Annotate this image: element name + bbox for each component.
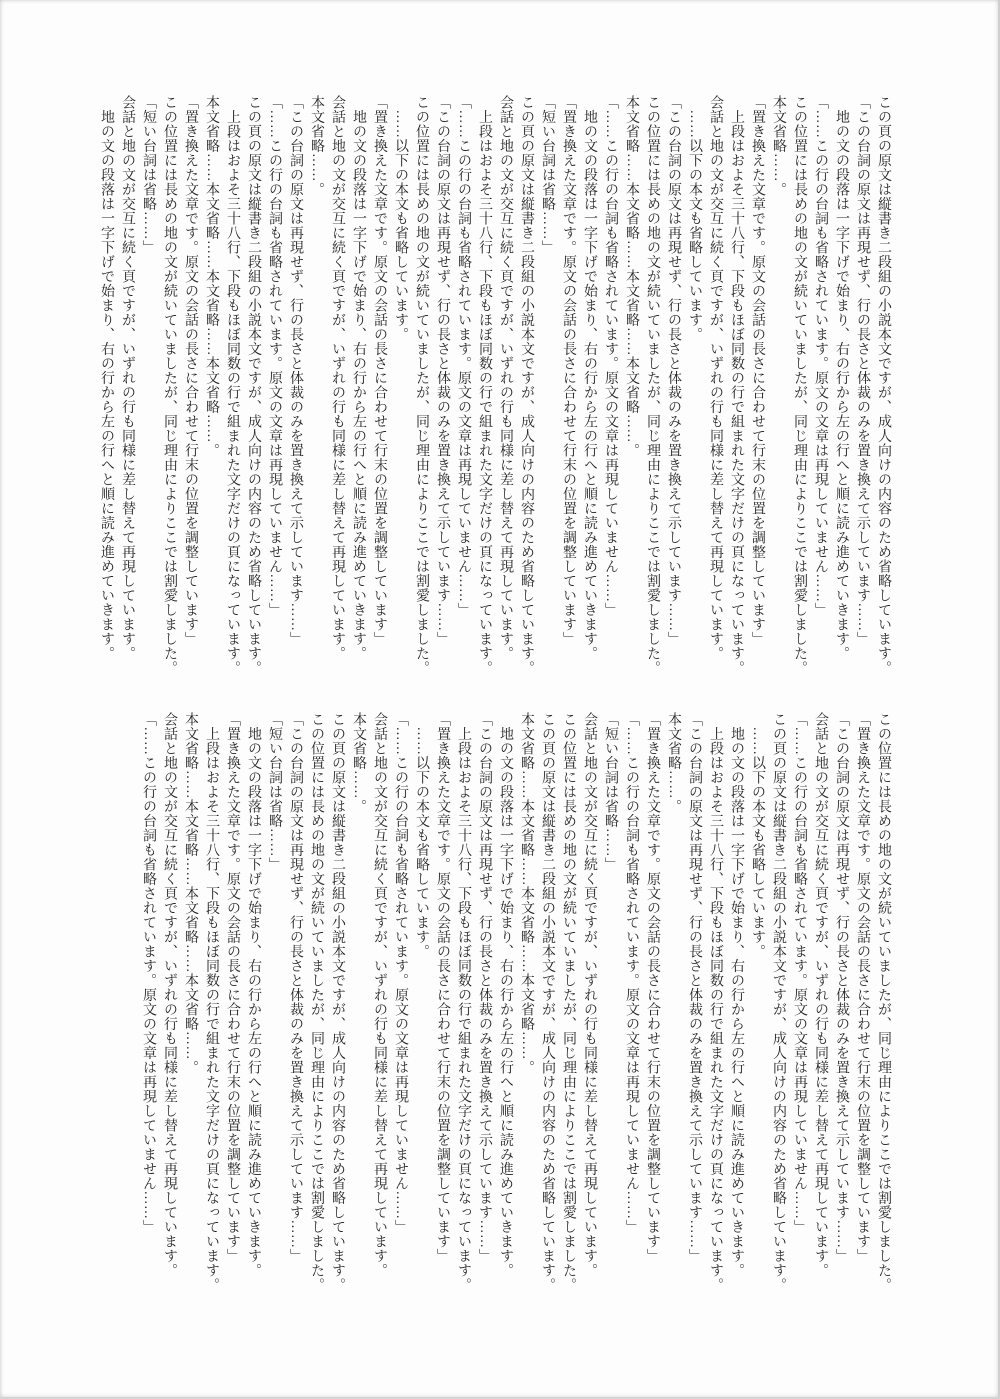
text-line: 「置き換えた文章です。原文の会話の長さに合わせて行末の位置を調整しています」 bbox=[855, 712, 870, 1263]
text-line: 地の文の段落は一字下げで始まり、右の行から左の行へと順に読み進めていきます。 bbox=[834, 95, 849, 661]
text-line: 本文省略……。 bbox=[351, 712, 366, 814]
text-line: 「……この行の台詞も省略されています。原文の文章は再現していません……」 bbox=[792, 712, 807, 1234]
text-line: ……以下の本文も省略しています。 bbox=[414, 712, 429, 959]
text-line: 会話と地の文が交互に続く頁ですが、いずれの行も同様に差し替えて再現しています。 bbox=[120, 95, 135, 661]
text-line: 会話と地の文が交互に続く頁ですが、いずれの行も同様に差し替えて再現しています。 bbox=[708, 95, 723, 661]
text-line: この頁の原文は縦書き二段組の小説本文ですが、成人向けの内容のため省略しています。 bbox=[519, 95, 534, 675]
text-line: 会話と地の文が交互に続く頁ですが、いずれの行も同様に差し替えて再現しています。 bbox=[372, 712, 387, 1278]
text-line: 会話と地の文が交互に続く頁ですが、いずれの行も同様に差し替えて再現しています。 bbox=[582, 712, 597, 1278]
text-line: この頁の原文は縦書き二段組の小説本文ですが、成人向けの内容のため省略しています。 bbox=[246, 95, 261, 675]
text-line: 「……この行の台詞も省略されています。原文の文章は再現していません……」 bbox=[603, 95, 618, 617]
text-line: 「……この行の台詞も省略されています。原文の文章は再現していません……」 bbox=[624, 712, 639, 1234]
text-line: この位置には長めの地の文が続いていましたが、同じ理由によりここでは割愛しました。 bbox=[876, 712, 891, 1292]
text-line: 上段はおよそ三十八行、下段もほぼ同数の行で組まれた文字だけの頁になっています。 bbox=[729, 95, 744, 675]
text-line: この頁の原文は縦書き二段組の小説本文ですが、成人向けの内容のため省略しています。 bbox=[540, 712, 555, 1292]
text-line: 上段はおよそ三十八行、下段もほぼ同数の行で組まれた文字だけの頁になっています。 bbox=[204, 712, 219, 1292]
text-line: 地の文の段落は一字下げで始まり、右の行から左の行へと順に読み進めていきます。 bbox=[99, 95, 114, 661]
text-line: 「置き換えた文章です。原文の会話の長さに合わせて行末の位置を調整しています」 bbox=[645, 712, 660, 1263]
text-line: 地の文の段落は一字下げで始まり、右の行から左の行へと順に読み進めていきます。 bbox=[582, 95, 597, 661]
text-line: この位置には長めの地の文が続いていましたが、同じ理由によりここでは割愛しました。 bbox=[792, 95, 807, 675]
text-line: 「短い台詞は省略……」 bbox=[603, 712, 618, 872]
text-line: 「この台詞の原文は再現せず、行の長さと体裁のみを置き換えて示しています……」 bbox=[834, 712, 849, 1263]
text-line: 「置き換えた文章です。原文の会話の長さに合わせて行末の位置を調整しています」 bbox=[561, 95, 576, 646]
text-line: この位置には長めの地の文が続いていましたが、同じ理由によりここでは割愛しました。 bbox=[309, 712, 324, 1292]
text-line: 「置き換えた文章です。原文の会話の長さに合わせて行末の位置を調整しています」 bbox=[225, 712, 240, 1263]
text-line: この位置には長めの地の文が続いていましたが、同じ理由によりここでは割愛しました。 bbox=[645, 95, 660, 675]
text-line: ……以下の本文も省略しています。 bbox=[393, 95, 408, 342]
text-line: 「置き換えた文章です。原文の会話の長さに合わせて行末の位置を調整しています」 bbox=[435, 712, 450, 1263]
text-line: 地の文の段落は一字下げで始まり、右の行から左の行へと順に読み進めていきます。 bbox=[246, 712, 261, 1278]
text-line: ……以下の本文も省略しています。 bbox=[750, 712, 765, 959]
text-line: 「置き換えた文章です。原文の会話の長さに合わせて行末の位置を調整しています」 bbox=[183, 95, 198, 646]
text-line: 上段はおよそ三十八行、下段もほぼ同数の行で組まれた文字だけの頁になっています。 bbox=[225, 95, 240, 675]
text-block-top bbox=[96, 95, 894, 697]
text-line: 「短い台詞は省略……」 bbox=[267, 712, 282, 872]
text-line: ……以下の本文も省略しています。 bbox=[687, 95, 702, 342]
text-line: 本文省略……。 bbox=[309, 95, 324, 197]
text-line: 本文省略……本文省略……本文省略……本文省略……。 bbox=[183, 712, 198, 1075]
text-line: この位置には長めの地の文が続いていましたが、同じ理由によりここでは割愛しました。 bbox=[414, 95, 429, 675]
text-line: 上段はおよそ三十八行、下段もほぼ同数の行で組まれた文字だけの頁になっています。 bbox=[456, 712, 471, 1292]
text-line: 「置き換えた文章です。原文の会話の長さに合わせて行末の位置を調整しています」 bbox=[372, 95, 387, 646]
text-line: 「……この行の台詞も省略されています。原文の文章は再現していません……」 bbox=[141, 712, 156, 1234]
text-line: 「置き換えた文章です。原文の会話の長さに合わせて行末の位置を調整しています」 bbox=[750, 95, 765, 646]
text-line: 会話と地の文が交互に続く頁ですが、いずれの行も同様に差し替えて再現しています。 bbox=[498, 95, 513, 661]
text-line: 「この台詞の原文は再現せず、行の長さと体裁のみを置き換えて示しています……」 bbox=[435, 95, 450, 646]
text-line: 「短い台詞は省略……」 bbox=[141, 95, 156, 255]
text-line: 「この台詞の原文は再現せず、行の長さと体裁のみを置き換えて示しています……」 bbox=[477, 712, 492, 1263]
text-line: 本文省略……。 bbox=[771, 95, 786, 197]
text-line: 会話と地の文が交互に続く頁ですが、いずれの行も同様に差し替えて再現しています。 bbox=[162, 712, 177, 1278]
text-line: この頁の原文は縦書き二段組の小説本文ですが、成人向けの内容のため省略しています。 bbox=[330, 712, 345, 1292]
text-line: 「短い台詞は省略……」 bbox=[540, 95, 555, 255]
text-line: 上段はおよそ三十八行、下段もほぼ同数の行で組まれた文字だけの頁になっています。 bbox=[477, 95, 492, 675]
text-line: 本文省略……本文省略……本文省略……本文省略……。 bbox=[519, 712, 534, 1075]
text-line: 「この台詞の原文は再現せず、行の長さと体裁のみを置き換えて示しています……」 bbox=[855, 95, 870, 646]
text-line: 「この台詞の原文は再現せず、行の長さと体裁のみを置き換えて示しています……」 bbox=[687, 712, 702, 1263]
text-line: 本文省略……。 bbox=[666, 712, 681, 814]
text-line: 「……この行の台詞も省略されています。原文の文章は再現していません……」 bbox=[456, 95, 471, 617]
text-line: 「……この行の台詞も省略されています。原文の文章は再現していません……」 bbox=[393, 712, 408, 1234]
text-line: 地の文の段落は一字下げで始まり、右の行から左の行へと順に読み進めていきます。 bbox=[351, 95, 366, 661]
text-line: 会話と地の文が交互に続く頁ですが、いずれの行も同様に差し替えて再現しています。 bbox=[330, 95, 345, 661]
text-line: この位置には長めの地の文が続いていましたが、同じ理由によりここでは割愛しました。 bbox=[561, 712, 576, 1292]
text-line: 「この台詞の原文は再現せず、行の長さと体裁のみを置き換えて示しています……」 bbox=[666, 95, 681, 646]
text-line: 地の文の段落は一字下げで始まり、右の行から左の行へと順に読み進めていきます。 bbox=[498, 712, 513, 1278]
text-line: 「……この行の台詞も省略されています。原文の文章は再現していません……」 bbox=[267, 95, 282, 617]
text-line: 本文省略……本文省略……本文省略……本文省略……。 bbox=[204, 95, 219, 458]
text-line: この頁の原文は縦書き二段組の小説本文ですが、成人向けの内容のため省略しています。 bbox=[876, 95, 891, 675]
text-block-bottom bbox=[138, 712, 894, 1302]
text-line: 「この台詞の原文は再現せず、行の長さと体裁のみを置き換えて示しています……」 bbox=[288, 95, 303, 646]
text-line: 地の文の段落は一字下げで始まり、右の行から左の行へと順に読み進めていきます。 bbox=[729, 712, 744, 1278]
text-line: この位置には長めの地の文が続いていましたが、同じ理由によりここでは割愛しました。 bbox=[162, 95, 177, 675]
text-line: 会話と地の文が交互に続く頁ですが、いずれの行も同様に差し替えて再現しています。 bbox=[813, 712, 828, 1278]
text-line: 「この台詞の原文は再現せず、行の長さと体裁のみを置き換えて示しています……」 bbox=[288, 712, 303, 1263]
text-line: 本文省略……本文省略……本文省略……本文省略……。 bbox=[624, 95, 639, 458]
text-line: 上段はおよそ三十八行、下段もほぼ同数の行で組まれた文字だけの頁になっています。 bbox=[708, 712, 723, 1292]
text-line: 「……この行の台詞も省略されています。原文の文章は再現していません……」 bbox=[813, 95, 828, 617]
text-line: この頁の原文は縦書き二段組の小説本文ですが、成人向けの内容のため省略しています。 bbox=[771, 712, 786, 1292]
